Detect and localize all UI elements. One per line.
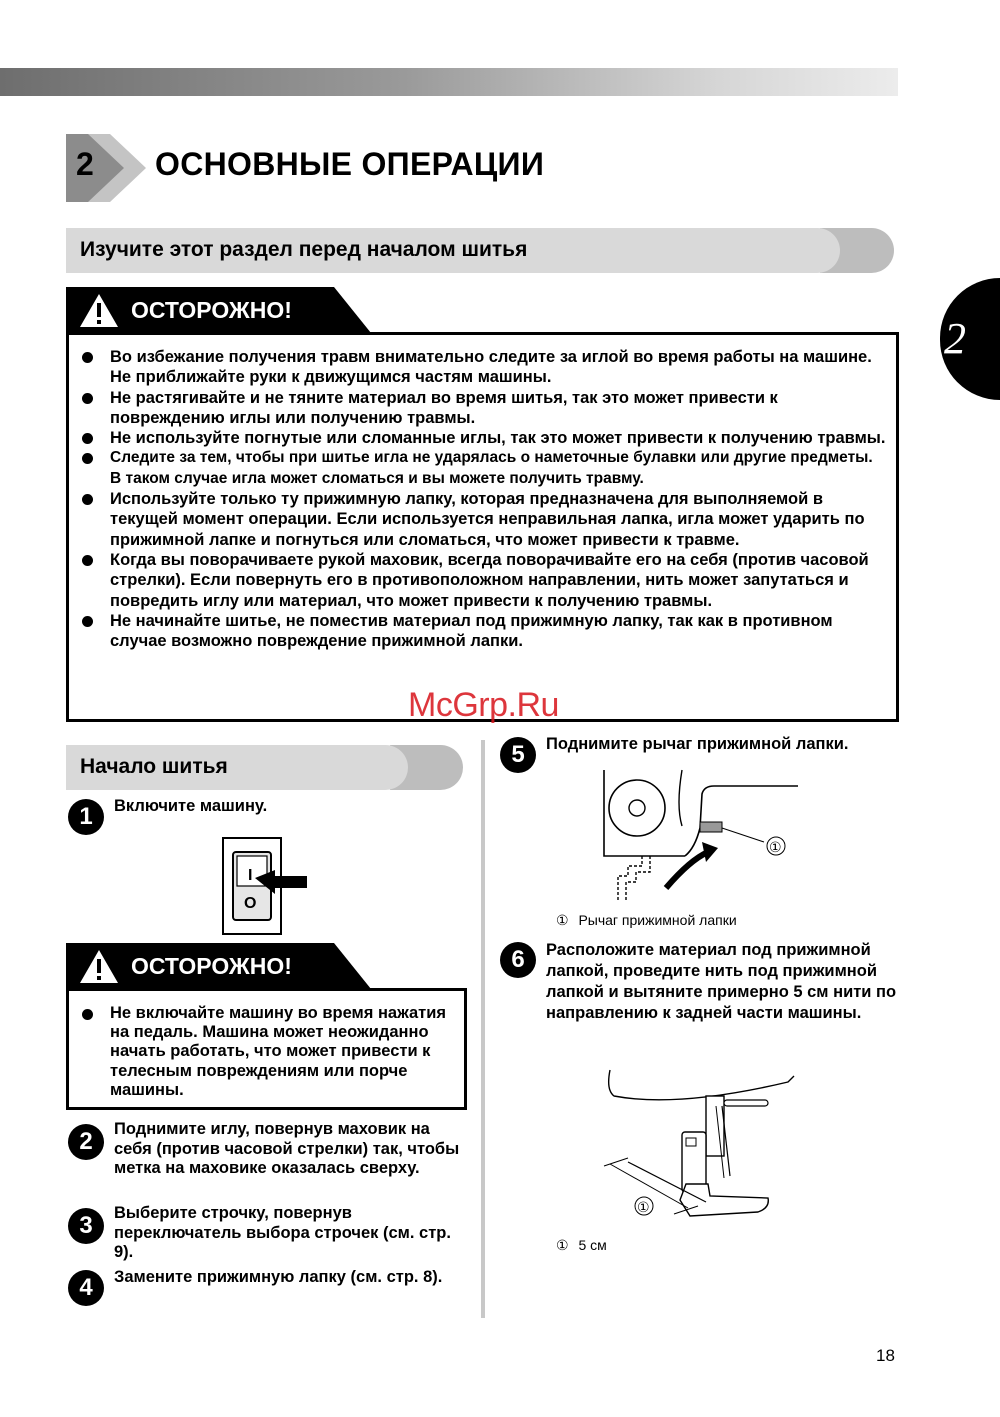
step-text: Расположите материал под прижимной лапкой, проведите нить под прижимной лапкой и вытяните примерно 5 см нити по направлению к задней части машины. — [546, 941, 897, 1022]
step-number: 4 — [68, 1270, 104, 1306]
warning-item: Используйте только ту прижимную лапку, которая предназначена для выполняемой в текущей момент операции. Если используется неправильная лапка, игла может ударить по прижимной лапке и погнуться или сломаться, что может привести к травме. — [68, 489, 888, 550]
switch-on-label: I — [248, 867, 253, 884]
presser-foot-thread-illustration — [598, 1066, 808, 1236]
step-text: Поднимите рычаг прижимной лапки. — [546, 735, 849, 753]
section-title: Изучите этот раздел перед началом шитья — [80, 238, 528, 261]
figure-caption — [556, 1237, 607, 1254]
chapter-side-tab-number: 2 — [944, 314, 966, 363]
step-number: 3 — [68, 1208, 104, 1244]
caption-number: ① — [556, 912, 569, 928]
warning-list — [68, 1004, 448, 1100]
section-title: Начало шитья — [80, 755, 228, 778]
page-number: 18 — [876, 1346, 895, 1365]
step-text: Замените прижимную лапку (см. стр. 8). — [114, 1268, 443, 1286]
step-text: Поднимите иглу, повернув маховик на себя (против часовой стрелки) так, чтобы метка на маховике оказалась сверху. — [114, 1120, 460, 1177]
watermark: McGrp.Ru — [408, 686, 559, 724]
warning-item: Когда вы поворачиваете рукой маховик, всегда поворачивайте его на себя (против часовой стрелки). Если повернуть его в противоположном направлении, нить может запутаться и повредить иглу или материал, что может привести к получению травмы. — [68, 550, 888, 611]
step-text: Выберите строчку, повернув переключатель выбора строчек (см. стр. 9). — [114, 1204, 451, 1261]
caption-text: Рычаг прижимной лапки — [578, 912, 737, 928]
warning-label: ОСТОРОЖНО! — [131, 953, 292, 979]
warning-item: Следите за тем, чтобы при шитье игла не ударялась о наметочные булавки или другие предметы. В таком случае игла может сломаться и вы можете получить травму. — [68, 448, 888, 489]
callout-number: ① — [769, 840, 782, 856]
step-number: 5 — [500, 737, 536, 773]
step-text: Включите машину. — [114, 797, 268, 815]
callout-number: ① — [637, 1200, 650, 1216]
header-gradient-bar — [0, 68, 898, 96]
chapter-number: 2 — [76, 146, 94, 182]
column-divider — [481, 740, 485, 1318]
warning-item: Не включайте машину во время нажатия на педаль. Машина может неожиданно начать работать, что может привести к телесным повреждениям или порче машины. — [68, 1004, 448, 1100]
warning-item: Не растягивайте и не тяните материал во время шитья, так это может привести к повреждению иглы или получению травмы. — [68, 388, 888, 429]
power-switch-illustration — [215, 836, 315, 936]
warning-item: Во избежание получения травм внимательно следите за иглой во время работы на машине. Не приближайте руки к движущимся частям машины. — [68, 347, 888, 388]
caption-number: ① — [556, 1237, 569, 1253]
warning-label: ОСТОРОЖНО! — [131, 297, 292, 323]
step-number: 1 — [68, 799, 104, 835]
step-number: 2 — [68, 1124, 104, 1160]
warning-item: Не используйте погнутые или сломанные иглы, так это может привести к получению травмы. — [68, 428, 888, 448]
switch-off-label: O — [244, 895, 257, 912]
figure-caption — [556, 912, 737, 929]
step-number: 6 — [500, 942, 536, 978]
warning-item: Не начинайте шитье, не поместив материал под прижимную лапку, так как в противном случае возможно повреждение прижимной лапки. — [68, 611, 888, 652]
caption-text: 5 см — [578, 1237, 607, 1253]
warning-list — [68, 347, 888, 651]
presser-foot-lever-illustration — [590, 766, 830, 906]
chapter-title: ОСНОВНЫЕ ОПЕРАЦИИ — [155, 146, 545, 182]
